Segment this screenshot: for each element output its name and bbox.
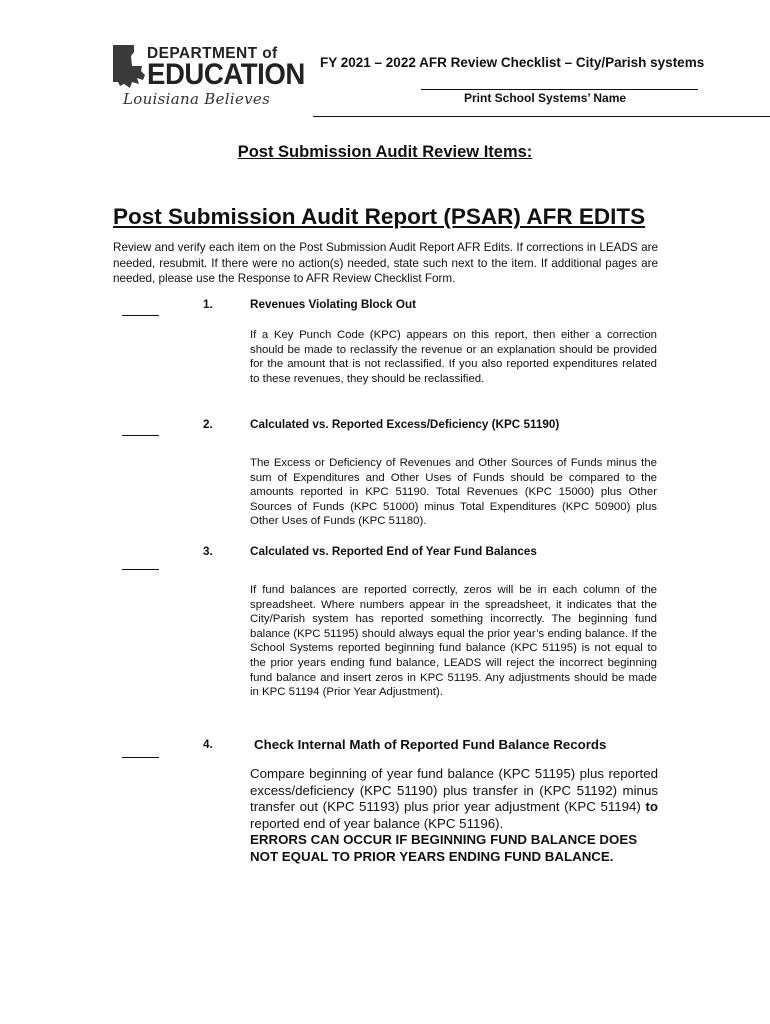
item-2-checkbox-line[interactable] bbox=[122, 435, 159, 436]
header-divider bbox=[313, 116, 770, 117]
logo-line2: EDUCATION bbox=[147, 58, 305, 91]
item-3-checkbox-line[interactable] bbox=[122, 569, 159, 570]
item-4-checkbox-line[interactable] bbox=[122, 757, 159, 758]
logo-line1: DEPARTMENT of bbox=[147, 45, 278, 62]
school-system-name-line[interactable] bbox=[421, 89, 698, 90]
item-2-title: Calculated vs. Reported Excess/Deficiency (KPC 51190) bbox=[250, 418, 560, 431]
logo-tagline: Louisiana Believes bbox=[123, 90, 271, 108]
name-label: Print School Systems’ Name bbox=[464, 91, 627, 105]
item-3-title: Calculated vs. Reported End of Year Fund Balances bbox=[250, 545, 537, 558]
louisiana-state-icon bbox=[112, 44, 146, 90]
item-4-body-part1: Compare beginning of year fund balance (KPC 51195) plus reported excess/deficiency (KPC 51190) plus transfer in (KPC 51192) minus transfer out (KPC 51193) plus prior year adjustment (KPC 51194) bbox=[250, 766, 658, 815]
section-heading: Post Submission Audit Review Items: bbox=[237, 143, 533, 161]
item-1-checkbox-line[interactable] bbox=[122, 315, 159, 316]
item-4-body-part2: reported end of year balance (KPC 51196). bbox=[250, 815, 504, 831]
item-4-number: 4. bbox=[203, 738, 213, 751]
item-4-body-bold: to bbox=[645, 799, 658, 815]
item-1-number: 1. bbox=[203, 298, 213, 311]
department-logo bbox=[112, 42, 305, 114]
item-4-title: Check Internal Math of Reported Fund Balance Records bbox=[254, 737, 607, 752]
item-2-body: The Excess or Deficiency of Revenues and Other Sources of Funds minus the sum of Expenditures and Other Uses of Funds should be compared to the amounts reported in KPC 51190. Total Revenues (KPC 15000) plus Other Sources of Funds (KPC 51000) minus Total Expenditures (KPC 50900) plus Other Uses of Funds (KPC 51180). bbox=[250, 457, 657, 528]
item-3-number: 3. bbox=[203, 545, 213, 558]
item-4-warning: ERRORS CAN OCCUR IF BEGINNING FUND BALANCE DOES NOT EQUAL TO PRIOR YEARS ENDING FUND BALANCE. bbox=[250, 832, 638, 864]
page-title: Post Submission Audit Report (PSAR) AFR EDITS bbox=[113, 204, 646, 229]
header-title: FY 2021 – 2022 AFR Review Checklist – City/Parish systems bbox=[320, 55, 705, 70]
item-2-number: 2. bbox=[203, 418, 213, 431]
item-4-body bbox=[250, 766, 658, 866]
item-1-body: If a Key Punch Code (KPC) appears on this report, then either a correction should be made to reclassify the revenue or an explanation should be provided for the amount that is not reclassified. If you also reported expenditures related to these revenues, they should be reclassified. bbox=[250, 329, 657, 385]
intro-paragraph: Review and verify each item on the Post Submission Audit Report AFR Edits. If corrections in LEADS are needed, resubmit. If there were no action(s) needed, state such next to the item. If additional pages are needed, please use the Response to AFR Review Checklist Form. bbox=[113, 241, 658, 285]
item-3-body: If fund balances are reported correctly, zeros will be in each column of the spreadsheet. Where numbers appear in the spreadsheet, it indicates that the City/Parish system has reported something incorrectly. The beginning fund balance (KPC 51195) should always equal the prior year’s ending balance. If the School Systems reported beginning fund balance (KPC 51195) is not equal to the prior years ending fund balance, LEADS will reject the incorrect beginning fund balance and insert zeros in KPC 51195. Any adjustments should be made in KPC 51194 (Prior Year Adjustment). bbox=[250, 584, 657, 699]
item-1-title: Revenues Violating Block Out bbox=[250, 298, 417, 311]
